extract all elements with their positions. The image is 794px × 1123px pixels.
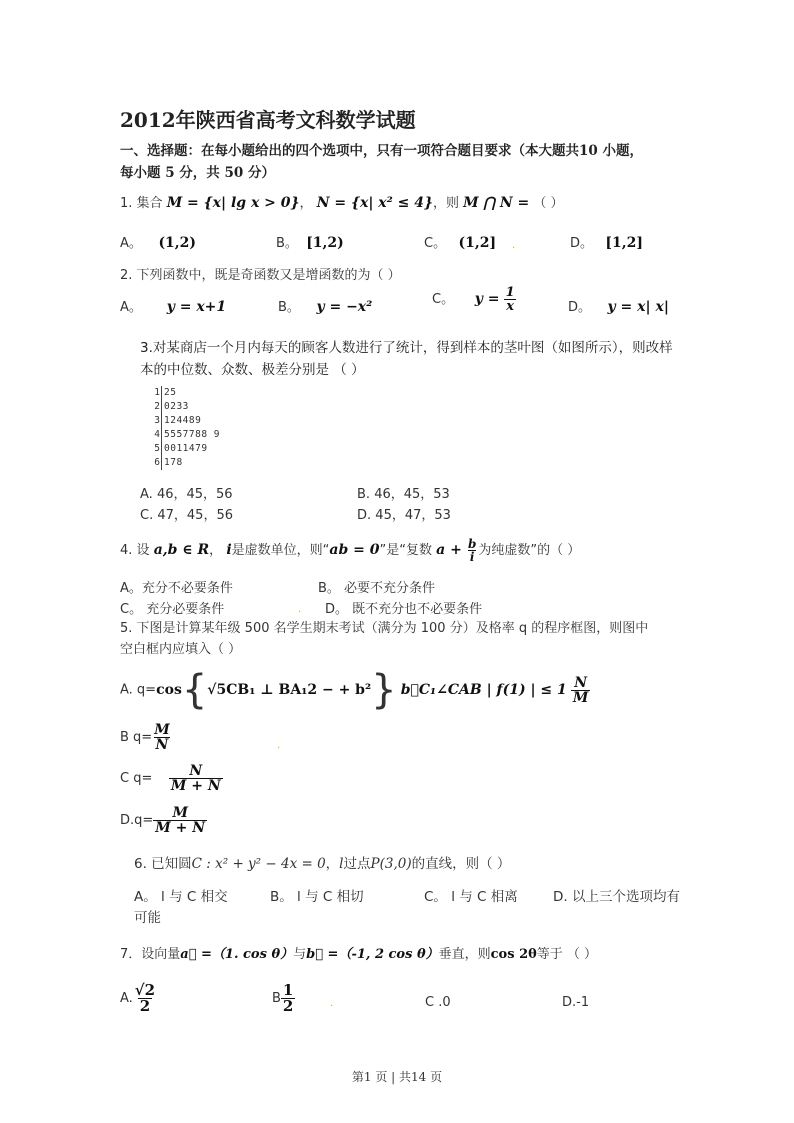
q5-a-den: M xyxy=(572,689,589,706)
question-5 xyxy=(120,618,648,660)
q4-prefix: 4. 设 xyxy=(120,543,150,558)
q6-text-2: 过点 xyxy=(343,856,371,872)
q5-a-num: N xyxy=(574,674,588,691)
q1-set-n: N = {x| x² ≤ 4} xyxy=(316,195,433,211)
stem-row xyxy=(152,456,220,470)
q5-b-fraction xyxy=(152,723,172,752)
q5-option-d xyxy=(120,806,207,835)
q4-text-3: ”是“复数 xyxy=(379,543,432,558)
q5-d-den: M + N xyxy=(155,820,206,836)
q5-d-label: D.q= xyxy=(120,813,154,828)
q3-line-2: 本的中位数、众数、极差分别是 （ ） xyxy=(140,362,365,378)
q7-b-num: 1 xyxy=(282,981,294,999)
q3-option-c xyxy=(140,504,233,523)
q7-text-2: 垂直，则 xyxy=(438,947,491,962)
stem: 2 xyxy=(152,400,162,414)
q1-paren: （ ） xyxy=(533,196,564,211)
left-brace-icon: { xyxy=(181,667,208,713)
q1-c-label: C。 xyxy=(424,236,447,251)
q6-text-3: 的直线，则（ ） xyxy=(411,856,511,872)
q5-c-num: N xyxy=(189,763,203,779)
leaves: 178 xyxy=(164,457,183,468)
q5-line-2: 空白框内应填入（ ） xyxy=(120,642,242,657)
stem-row xyxy=(152,428,220,442)
q3-c-value: 47，45，56 xyxy=(157,508,233,523)
q2-a-value: y = x+1 xyxy=(166,299,227,315)
q4-num: b xyxy=(467,537,477,551)
q1-b-label: B。 xyxy=(276,236,298,251)
q7-option-b xyxy=(272,983,295,1014)
q6-option-d-cont: 可能 xyxy=(134,910,161,926)
q1-option-a xyxy=(120,232,196,251)
q3-option-a xyxy=(140,483,233,502)
q6-option-c: C。 l 与 C 相离 xyxy=(424,889,518,905)
q2-a-label: A。 xyxy=(120,300,142,315)
leaves: 124489 xyxy=(164,415,202,426)
q3-line-1: 3.对某商店一个月内每天的顾客人数进行了统计，得到样本的茎叶图（如图所示），则改样 xyxy=(140,340,673,356)
q6-mid: ， xyxy=(325,856,340,872)
q5-c-label: C q= xyxy=(120,771,153,786)
q3-a-value: 46，45，56 xyxy=(156,487,233,502)
question-4 xyxy=(120,538,580,563)
q1-option-c xyxy=(424,232,496,251)
q5-a-expr-1: cos xyxy=(156,682,182,698)
stem: 3 xyxy=(152,414,162,428)
stem: 1 xyxy=(152,386,162,400)
q5-a-expr-3: b⃗C₁∠CAB | f(1) | ≤ 1 xyxy=(400,682,567,698)
q2-option-b xyxy=(278,296,372,315)
q6-option-a: A。 l 与 C 相交 xyxy=(134,889,228,905)
q1-expr: M ⋂ N = xyxy=(463,195,530,211)
q5-line-1: 5. 下图是计算某年级 500 名学生期末考试（满分为 100 分）及格率 q 的程序框图，则图中 xyxy=(120,621,649,636)
q1-d-value: [1,2] xyxy=(605,235,644,251)
section-line-1: 一、选择题：在每小题给出的四个选项中，只有一项符合题目要求（本大题共10 小题， xyxy=(120,143,643,159)
q1-d-label: D。 xyxy=(570,236,594,251)
q3-d-value: 45，47，53 xyxy=(375,508,451,523)
leaves: 5557788 9 xyxy=(164,429,220,440)
q2-option-c xyxy=(432,286,517,313)
leaves: 0011479 xyxy=(164,443,208,454)
q3-c-label: C. xyxy=(140,508,154,523)
q5-b-den: N xyxy=(155,737,169,753)
q7-text-3: 等于 （ ） xyxy=(536,947,598,962)
section-heading xyxy=(120,140,643,184)
stem: 5 xyxy=(152,442,162,456)
q5-a-expr-2: √5CB₁ ⊥ BA₁2 − + b² xyxy=(207,682,372,698)
q4-option-d: D。 既不充分也不必要条件 xyxy=(325,602,483,617)
q4-option-b: B。 必要不充分条件 xyxy=(318,581,436,596)
q7-option-a xyxy=(120,983,157,1014)
speck-mark: . xyxy=(512,240,516,251)
stem-row xyxy=(152,414,220,428)
q7-vector-b: b⃗ =（-1, 2 cos θ） xyxy=(306,947,439,962)
page-title: 2012年陕西省高考文科数学试题 xyxy=(120,108,416,132)
q3-b-label: B. xyxy=(357,487,371,502)
q4-a: a + xyxy=(436,542,462,558)
q4-text-4: 为纯虚数”的（ ） xyxy=(478,543,581,558)
q7-b-den: 2 xyxy=(282,997,294,1015)
q5-option-c xyxy=(120,764,223,793)
q1-option-d xyxy=(570,232,643,251)
q7-with: 与 xyxy=(293,947,307,962)
q7-a-num: √2 xyxy=(134,981,156,999)
q6-prefix: 6. 已知圆 xyxy=(134,856,192,872)
stem-row xyxy=(152,400,220,414)
q1-sep: ， xyxy=(299,196,313,211)
q5-c-fraction xyxy=(169,764,223,793)
section-line-2: 每小题 5 分，共 50 分） xyxy=(120,165,275,181)
q7-a-label: A. xyxy=(120,991,133,1006)
q2-b-value: y = −x² xyxy=(316,299,373,315)
q4-fraction xyxy=(466,538,478,563)
q6-option-d: D. 以上三个选项均有 xyxy=(553,889,680,905)
q3-d-label: D. xyxy=(357,508,372,523)
q3-b-value: 46，45，53 xyxy=(374,487,450,502)
q1-a-label: A。 xyxy=(120,236,142,251)
q2-option-d xyxy=(568,296,669,315)
q4-den: i xyxy=(469,550,475,564)
q4-option-a: A。充分不必要条件 xyxy=(120,581,233,596)
q5-b-label: B q= xyxy=(120,730,153,745)
q4-option-c: C。 充分必要条件 xyxy=(120,602,225,617)
q2-c-value: y = xyxy=(474,291,500,307)
q7-vector-a: a⃗ =（1. cos θ） xyxy=(180,947,294,962)
q2-d-value: y = x| x| xyxy=(607,299,669,315)
q7-a-den: 2 xyxy=(139,997,151,1015)
q4-vars: a,b ∈ R xyxy=(153,542,210,558)
q3-option-d xyxy=(357,504,451,523)
leaves: 25 xyxy=(164,387,177,398)
q2-c-fraction xyxy=(504,286,517,313)
q2-c-label: C。 xyxy=(432,292,455,307)
q7-option-d: D.-1 xyxy=(562,995,590,1010)
q1-option-b xyxy=(276,232,344,251)
stem-row xyxy=(152,442,220,456)
q4-text-2: 是虚数单位，则“ xyxy=(231,543,330,558)
q5-a-label: A. q= xyxy=(120,682,157,698)
q5-option-a xyxy=(120,667,590,713)
q6-l: l xyxy=(339,856,344,872)
q4-condition: ab = 0 xyxy=(329,542,380,558)
q3-a-label: A. xyxy=(140,487,153,502)
q4-mid: ， xyxy=(209,543,223,558)
q2-option-a xyxy=(120,296,226,315)
stem-row xyxy=(152,386,220,400)
q2-c-num: 1 xyxy=(505,285,515,300)
speck-mark: . xyxy=(330,998,334,1009)
q1-c-value: (1,2] xyxy=(458,235,497,251)
q5-d-fraction xyxy=(153,806,207,835)
leaves: 0233 xyxy=(164,401,189,412)
q7-prefix: 7．设向量 xyxy=(120,947,181,962)
q1-prefix: 1. 集合 xyxy=(120,196,163,211)
q5-c-den: M + N xyxy=(170,778,221,794)
q2-b-label: B。 xyxy=(278,300,300,315)
stem: 6 xyxy=(152,456,162,470)
stem-leaf-plot xyxy=(152,386,220,470)
right-brace-icon: } xyxy=(371,667,397,713)
q1-a-value: (1,2) xyxy=(158,235,197,251)
q5-option-b xyxy=(120,723,172,752)
q3-option-b xyxy=(357,483,450,502)
question-3 xyxy=(140,337,673,381)
q7-option-c: C .0 xyxy=(425,995,451,1010)
q2-d-label: D。 xyxy=(568,300,592,315)
q5-a-fraction xyxy=(571,676,591,705)
q7-expr: cos 2θ xyxy=(490,947,537,962)
q6-circle: C : x² + y² − 4x = 0 xyxy=(191,856,326,872)
q7-a-fraction xyxy=(133,983,157,1014)
question-6 xyxy=(134,852,510,872)
q4-i: i xyxy=(226,542,232,558)
question-2: 2. 下列函数中，既是奇函数又是增函数的为（ ） xyxy=(120,268,401,283)
question-7 xyxy=(120,943,597,962)
q6-point: P(3,0) xyxy=(370,856,412,872)
q7-b-fraction xyxy=(281,983,295,1014)
q7-b-label: B xyxy=(272,991,281,1006)
q1-then: ，则 xyxy=(432,196,459,211)
page-footer: 第1 页 | 共14 页 xyxy=(351,1070,443,1084)
q6-option-b: B。 l 与 C 相切 xyxy=(270,889,364,905)
stem: 4 xyxy=(152,428,162,442)
q2-c-den: x xyxy=(506,299,515,314)
q1-b-value: [1,2) xyxy=(306,235,344,251)
speck-mark: . xyxy=(298,604,302,615)
speck-mark: . xyxy=(277,740,281,751)
q5-b-num: M xyxy=(154,722,170,738)
question-1 xyxy=(120,192,564,211)
q5-d-num: M xyxy=(172,805,188,821)
q1-set-m: M = {x| lg x > 0} xyxy=(166,195,300,211)
